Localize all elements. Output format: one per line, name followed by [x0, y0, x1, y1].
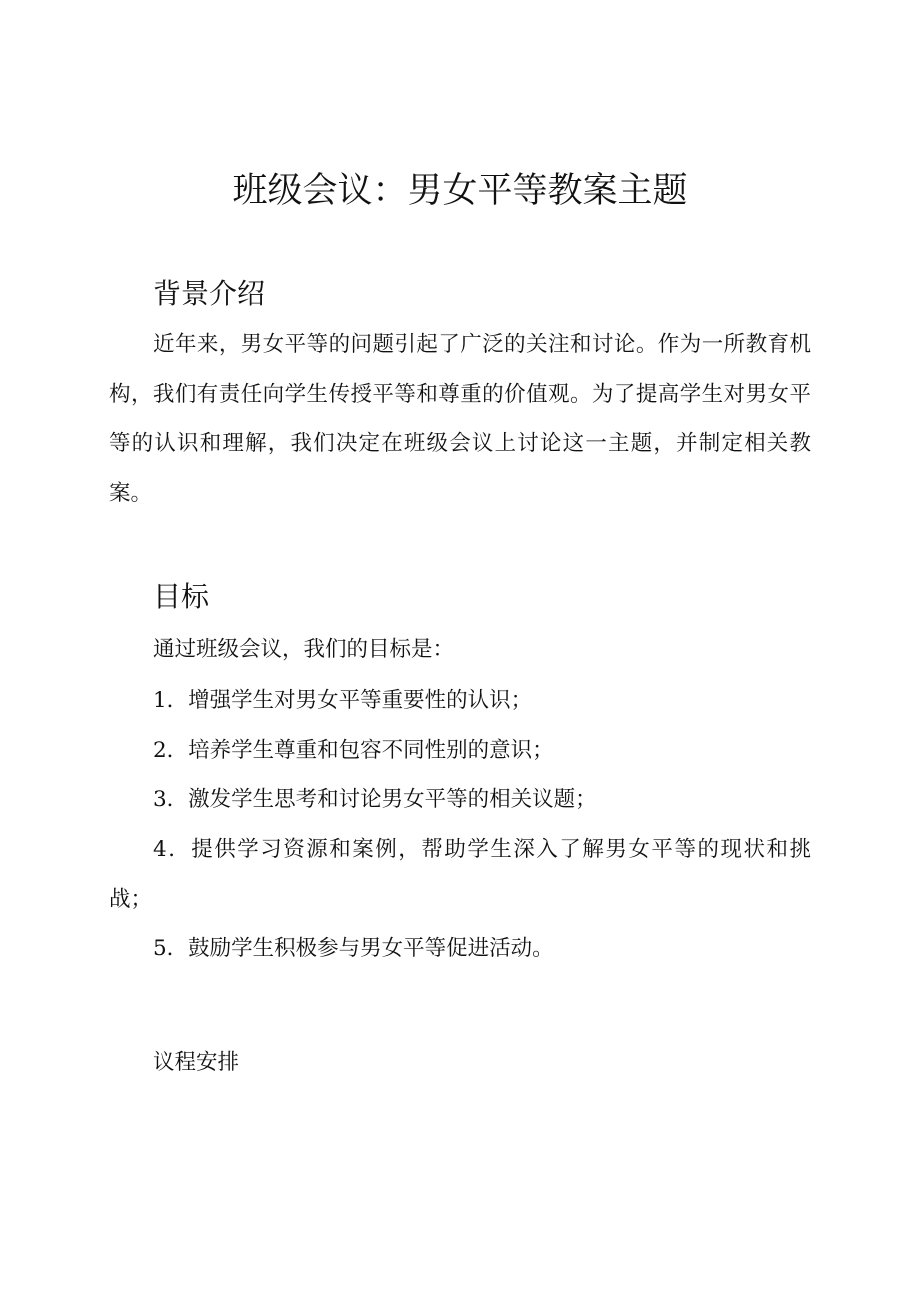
goal-item-2: 2．培养学生尊重和包容不同性别的意识； — [153, 738, 554, 763]
goal-item-1: 1．增强学生对男女平等重要性的认识； — [153, 688, 533, 713]
goal-item-4: 4．提供学习资源和案例，帮助学生深入了解男女平等的现状和挑战； — [109, 837, 811, 912]
agenda-heading: 议程安排 — [153, 1050, 240, 1075]
document-title: 班级会议：男女平等教案主题 — [232, 171, 688, 211]
goals-intro: 通过班级会议，我们的目标是： — [153, 637, 455, 662]
background-paragraph: 近年来，男女平等的问题引起了广泛的关注和讨论。作为一所教育机构，我们有责任向学生传授平等和尊重的价值观。为了提高学生对男女平等的认识和理解，我们决定在班级会议上讨论这一主题，并制定相关教案。 — [109, 332, 811, 506]
background-heading: 背景介绍 — [153, 277, 266, 310]
goal-item-5: 5．鼓励学生积极参与男女平等促进活动。 — [153, 936, 554, 961]
goal-item-3: 3．激发学生思考和讨论男女平等的相关议题； — [153, 787, 597, 812]
goals-heading: 目标 — [153, 580, 210, 613]
